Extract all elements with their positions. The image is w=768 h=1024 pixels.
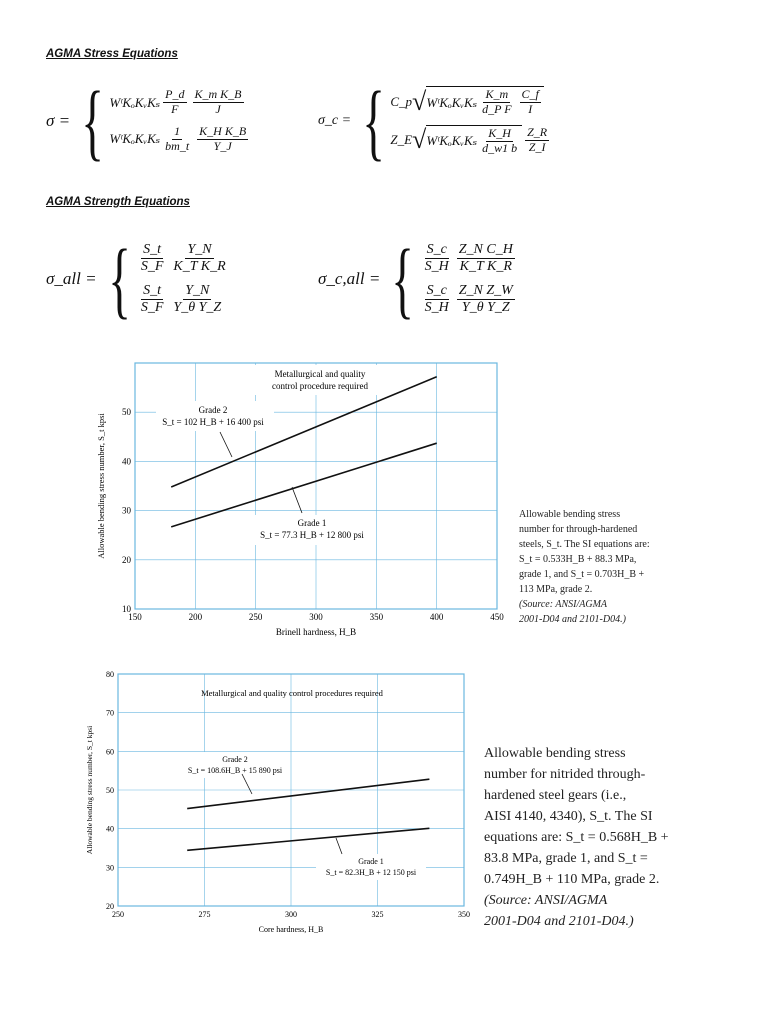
y-axis-label: Allowable bending stress number, S_t kpsi [85, 725, 94, 855]
series-line-2 [171, 443, 436, 527]
leader-line [220, 432, 232, 457]
x-tick-label: 325 [371, 910, 384, 919]
series-equation: S_t = 77.3 H_B + 12 800 psi [260, 530, 364, 540]
equation-row [109, 88, 251, 117]
x-tick-label: 200 [188, 612, 203, 622]
through-hardened-chart [90, 355, 510, 655]
brace-icon: { [391, 231, 415, 327]
y-tick-label: 60 [106, 747, 114, 757]
brace-icon: { [107, 231, 131, 327]
stress-equations-heading: AGMA Stress Equations [46, 48, 178, 60]
annotation: Metallurgical and quality control procedures required [201, 688, 383, 698]
y-tick-label: 20 [122, 554, 131, 565]
caption-line: steels, S_t. The SI equations are: [519, 539, 650, 550]
strength-equations-heading: AGMA Strength Equations [46, 196, 190, 208]
equation-row: $\frac{S\_t}{S\_F}$ $\frac{Y\_N}{\text{Y\_θ Y\_Z}}$ [140, 283, 222, 316]
y-tick-label: 40 [106, 824, 114, 834]
caption-line: Allowable bending stress [484, 746, 626, 761]
caption-line: number for through-hardened [519, 524, 638, 535]
x-axis-label: Brinell hardness, H_B [275, 627, 357, 637]
x-tick-label: 300 [285, 910, 297, 919]
x-axis-label: Core hardness, H_B [258, 925, 324, 934]
x-tick-label: 150 [128, 612, 142, 622]
equation-row [390, 125, 552, 156]
chart2-caption [484, 743, 699, 932]
coefficient: Z_E [390, 132, 413, 148]
annotation-line1: Metallurgical and quality [274, 369, 366, 379]
equation-row [390, 86, 552, 117]
contact-stress-equation [318, 73, 552, 169]
fraction: $\frac{\text{K\_H K\_B}}{Y\_J}$ [199, 124, 247, 153]
y-tick-label: 50 [122, 407, 131, 418]
leader-line [292, 487, 302, 513]
fraction: $\frac{\text{K\_m K\_B}}{J}$ [194, 87, 242, 117]
x-tick-label: 250 [112, 910, 124, 919]
caption-line: 2001-D04 and 2101-D04.) [484, 914, 634, 929]
brace-icon: { [362, 73, 386, 169]
y-tick-label: 20 [106, 902, 114, 911]
y-tick-label: 50 [106, 786, 114, 795]
y-tick-label: 30 [122, 505, 131, 516]
series-name: Grade 2 [198, 405, 228, 415]
sqrt-icon: √ WᵗKₒKᵥKₛ $\frac{K\_H}{d\_w1 b}$ [412, 125, 522, 156]
brace-icon: { [81, 73, 105, 169]
series-name: Grade 2 [222, 755, 248, 764]
x-tick-label: 450 [490, 612, 504, 622]
sqrt-icon: √ WᵗKₒKᵥKₛ $\frac{K\_m}{\text{d\_P F}}$ $\frac{C\_f}{I}$ [412, 86, 544, 117]
series-equation: S_t = 108.6H_B + 15 890 psi [187, 766, 283, 775]
x-tick-label: 400 [429, 612, 444, 622]
series-name: Grade 1 [297, 518, 327, 528]
caption-line: (Source: ANSI/AGMA [519, 599, 608, 610]
y-tick-label: 80 [106, 670, 114, 679]
x-tick-label: 250 [248, 612, 263, 622]
x-tick-label: 275 [198, 910, 211, 919]
series-equation: S_t = 102 H_B + 16 400 psi [162, 417, 264, 427]
fraction: $\frac{P\_d}{F}$ [165, 87, 185, 117]
y-tick-label: 30 [106, 863, 114, 873]
annotation-line2: control procedure required [272, 381, 368, 391]
caption-line: AISI 4140, 4340), S_t. The SI [484, 809, 653, 824]
allowable-bending-equation [46, 231, 231, 327]
y-tick-label: 70 [106, 708, 114, 718]
factor-terms: WᵗKₒKᵥKₛ [109, 131, 161, 147]
equation-row: $\frac{S\_c}{S\_H}$ $\frac{\text{Z\_N C\_H}}{\text{K\_T K\_R}}$ [424, 241, 513, 274]
chart1-caption [519, 507, 679, 627]
caption-line: number for nitrided through- [484, 767, 646, 782]
equation-row: $\frac{S\_c}{S\_H}$ $\frac{\text{Z\_N Z\_W}}{\text{Y\_θ Y\_Z}}$ [424, 283, 513, 316]
x-tick-label: 350 [458, 910, 470, 919]
factor-terms: WᵗKₒKᵥKₛ [109, 94, 161, 110]
fraction: $\frac{Z\_R}{Z\_I}$ [527, 125, 548, 154]
equation-row: $\frac{S\_t}{S\_F}$ $\frac{Y\_N}{\text{K\_T K\_R}}$ [140, 241, 226, 274]
caption-line: 0.749H_B + 110 MPa, grade 2. [484, 872, 660, 887]
caption-line: S_t = 0.533H_B + 88.3 MPa, [519, 554, 637, 565]
caption-line: Allowable bending stress [519, 509, 621, 520]
caption-line: 113 MPa, grade 2. [519, 584, 593, 595]
x-tick-label: 300 [309, 612, 323, 622]
series-line-1 [187, 779, 429, 808]
nitrided-chart [80, 666, 480, 946]
caption-line: equations are: S_t = 0.568H_B + [484, 830, 669, 845]
series-name: Grade 1 [358, 857, 384, 866]
y-axis-label: Allowable bending stress number, S_t kpsi [96, 413, 106, 559]
caption-line: (Source: ANSI/AGMA [484, 893, 608, 908]
x-tick-label: 350 [369, 612, 384, 622]
bending-stress-equation [46, 73, 251, 169]
y-tick-label: 10 [122, 604, 131, 614]
sigma-symbol: σ = [46, 111, 71, 130]
equation-row [109, 125, 251, 154]
caption-line: 83.8 MPa, grade 1, and S_t = [484, 851, 648, 866]
series-equation: S_t = 82.3H_B + 12 150 psi [325, 868, 417, 877]
series-line-2 [187, 828, 429, 850]
coefficient: C_p [390, 93, 413, 109]
caption-line: grade 1, and S_t = 0.703H_B + [519, 569, 645, 580]
caption-line: 2001-D04 and 2101-D04.) [519, 614, 626, 625]
sigma-c-symbol: σ_c = [318, 113, 352, 128]
fraction: $\frac{1}{bm\_t}$ [165, 124, 190, 153]
sigma-all-symbol: σ_all = [46, 269, 97, 288]
y-tick-label: 40 [122, 456, 131, 467]
leader-line [336, 838, 342, 854]
caption-line: hardened steel gears (i.e., [484, 788, 627, 803]
allowable-contact-equation [318, 231, 518, 327]
sigma-call-symbol: σ_c,all = [318, 269, 381, 288]
